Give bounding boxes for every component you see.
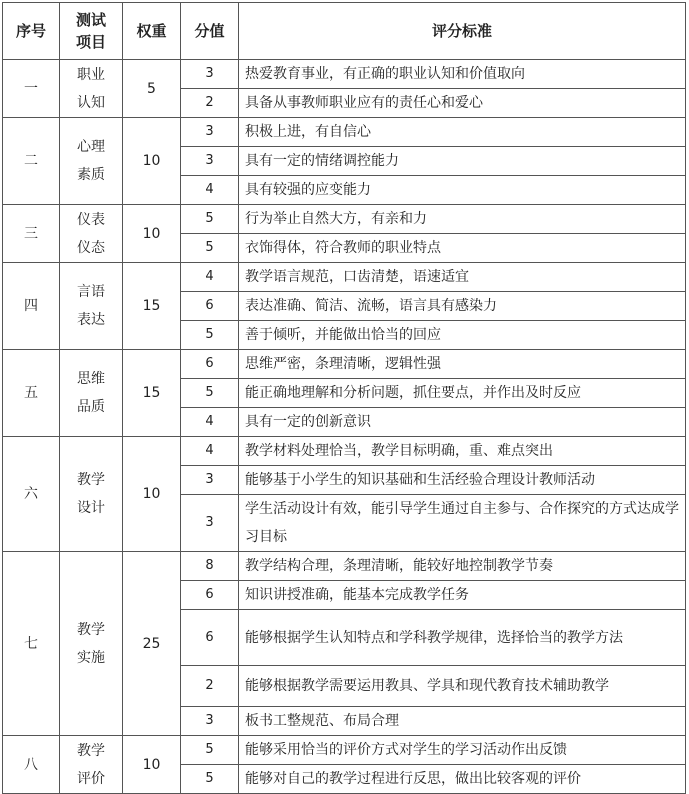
- header-item-line2: 项目: [75, 33, 106, 51]
- header-weight: 权重: [123, 3, 181, 60]
- cell-item-line: 品质: [77, 399, 105, 415]
- header-seq: 序号: [3, 3, 60, 60]
- cell-weight: 10: [123, 736, 181, 794]
- cell-item-line: 思维: [77, 371, 105, 387]
- cell-score: 3: [181, 466, 239, 495]
- cell-seq: 六: [3, 437, 60, 552]
- cell-standard: 能够根据学生认知特点和学科教学规律，选择恰当的教学方法: [239, 610, 686, 666]
- cell-item-line: 素质: [77, 167, 105, 183]
- cell-standard: 具有较强的应变能力: [239, 176, 686, 205]
- cell-item: [60, 350, 123, 437]
- table-row: [3, 263, 686, 292]
- cell-standard: 热爱教育事业，有正确的职业认知和价值取向: [239, 60, 686, 89]
- cell-standard: 积极上进，有自信心: [239, 118, 686, 147]
- cell-score: 4: [181, 408, 239, 437]
- table-body: [3, 60, 686, 794]
- cell-item: [60, 437, 123, 552]
- cell-item-line: 职业: [77, 66, 105, 83]
- cell-item-line: 实施: [77, 649, 105, 666]
- cell-standard: 能够采用恰当的评价方式对学生的学习活动作出反馈: [239, 736, 686, 765]
- cell-score: 6: [181, 350, 239, 379]
- cell-score: 6: [181, 610, 239, 666]
- cell-standard: 教学结构合理，条理清晰，能较好地控制教学节奏: [239, 552, 686, 581]
- scoring-table: [2, 2, 686, 794]
- cell-standard: 板书工整规范、布局合理: [239, 707, 686, 736]
- cell-standard: 表达准确、简洁、流畅，语言具有感染力: [239, 292, 686, 321]
- cell-item: [60, 263, 123, 350]
- cell-score: 4: [181, 263, 239, 292]
- cell-standard: 行为举止自然大方，有亲和力: [239, 205, 686, 234]
- cell-weight: 15: [123, 263, 181, 350]
- table-row: [3, 118, 686, 147]
- cell-seq: 八: [3, 736, 60, 794]
- cell-item: [60, 118, 123, 205]
- cell-score: 6: [181, 581, 239, 610]
- cell-item-line: 教学: [77, 472, 105, 488]
- cell-score: 3: [181, 60, 239, 89]
- cell-score: 6: [181, 292, 239, 321]
- cell-item: [60, 205, 123, 263]
- table-row: [3, 350, 686, 379]
- cell-score: 5: [181, 234, 239, 263]
- cell-standard: 具有一定的情绪调控能力: [239, 147, 686, 176]
- cell-standard: 教学语言规范，口齿清楚，语速适宜: [239, 263, 686, 292]
- cell-standard: 具备从事教师职业应有的责任心和爱心: [239, 89, 686, 118]
- cell-item-line: 评价: [77, 770, 105, 787]
- table-row: [3, 205, 686, 234]
- cell-seq: 五: [3, 350, 60, 437]
- cell-item-line: 表达: [77, 312, 105, 328]
- cell-score: 3: [181, 118, 239, 147]
- cell-score: 4: [181, 437, 239, 466]
- cell-item-line: 认知: [77, 94, 105, 111]
- cell-weight: 25: [123, 552, 181, 736]
- cell-score: 2: [181, 89, 239, 118]
- cell-standard: 具有一定的创新意识: [239, 408, 686, 437]
- cell-score: 5: [181, 321, 239, 350]
- cell-score: 5: [181, 736, 239, 765]
- table-row: [3, 552, 686, 581]
- cell-weight: 5: [123, 60, 181, 118]
- header-item-line1: 测试: [75, 11, 106, 29]
- cell-standard: 能够基于小学生的知识基础和生活经验合理设计教师活动: [239, 466, 686, 495]
- cell-standard: 衣饰得体，符合教师的职业特点: [239, 234, 686, 263]
- cell-item-line: 言语: [77, 284, 105, 300]
- cell-weight: 10: [123, 205, 181, 263]
- cell-weight: 10: [123, 437, 181, 552]
- cell-weight: 15: [123, 350, 181, 437]
- cell-score: 3: [181, 707, 239, 736]
- cell-item: [60, 736, 123, 794]
- cell-seq: 四: [3, 263, 60, 350]
- cell-item-line: 仪态: [77, 239, 105, 256]
- cell-score: 3: [181, 495, 239, 552]
- cell-score: 3: [181, 147, 239, 176]
- cell-standard: 能够根据教学需要运用教具、学具和现代教育技术辅助教学: [239, 666, 686, 707]
- table-row: [3, 437, 686, 466]
- cell-score: 4: [181, 176, 239, 205]
- cell-standard: 知识讲授准确，能基本完成教学任务: [239, 581, 686, 610]
- cell-seq: 七: [3, 552, 60, 736]
- cell-score: 2: [181, 666, 239, 707]
- cell-standard: 学生活动设计有效，能引导学生通过自主参与、合作探究的方式达成学习目标: [239, 495, 686, 552]
- cell-item-line: 设计: [77, 500, 105, 516]
- cell-score: 8: [181, 552, 239, 581]
- cell-score: 5: [181, 379, 239, 408]
- cell-item-line: 教学: [77, 621, 105, 638]
- cell-item: [60, 552, 123, 736]
- cell-score: 5: [181, 205, 239, 234]
- cell-seq: 一: [3, 60, 60, 118]
- cell-standard: 能够对自己的教学过程进行反思，做出比较客观的评价: [239, 765, 686, 794]
- cell-standard: 善于倾听，并能做出恰当的回应: [239, 321, 686, 350]
- cell-seq: 三: [3, 205, 60, 263]
- cell-score: 5: [181, 765, 239, 794]
- header-row: [3, 3, 686, 60]
- cell-weight: 10: [123, 118, 181, 205]
- cell-standard: 教学材料处理恰当，教学目标明确，重、难点突出: [239, 437, 686, 466]
- cell-item: [60, 60, 123, 118]
- header-item: [60, 3, 123, 60]
- header-score: 分值: [181, 3, 239, 60]
- table-row: [3, 60, 686, 89]
- cell-item-line: 心理: [77, 139, 105, 155]
- cell-item-line: 教学: [77, 742, 105, 759]
- table-row: [3, 736, 686, 765]
- cell-seq: 二: [3, 118, 60, 205]
- cell-item-line: 仪表: [77, 211, 105, 228]
- cell-standard: 能正确地理解和分析问题，抓住要点，并作出及时反应: [239, 379, 686, 408]
- header-standard: 评分标准: [239, 3, 686, 60]
- cell-standard: 思维严密，条理清晰，逻辑性强: [239, 350, 686, 379]
